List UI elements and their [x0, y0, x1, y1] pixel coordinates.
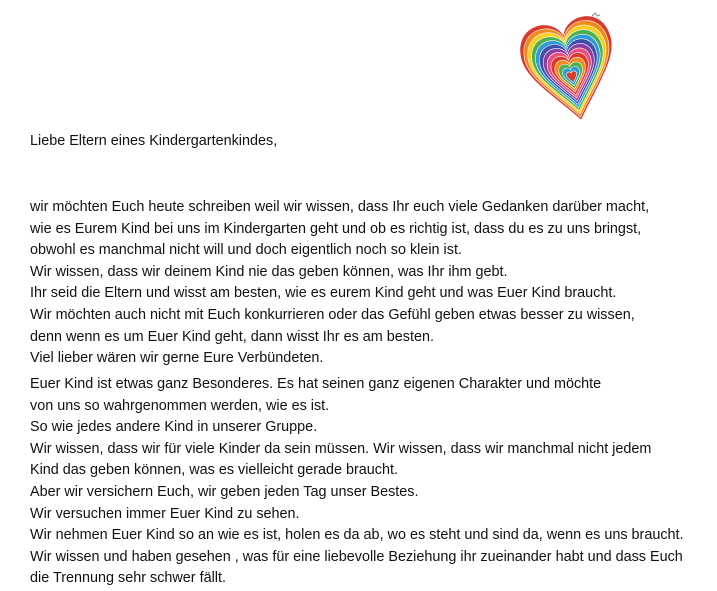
- text-line: Kind das geben können, was es vielleicht gerade braucht.: [30, 462, 399, 479]
- text-line: denn wenn es um Euer Kind geht, dann wisst Ihr es am besten.: [30, 328, 434, 345]
- text-line: Ihr seid die Eltern und wisst am besten, wie es eurem Kind geht und was Euer Kind braucht.: [30, 285, 617, 302]
- text-line: Wir möchten auch nicht mit Euch konkurrieren oder das Gefühl geben etwas besser zu wissen,: [30, 306, 635, 323]
- rainbow-heart-icon: [520, 4, 620, 130]
- text-line: von uns so wahrgenommen werden, wie es ist.: [30, 397, 330, 414]
- text-line: Aber wir versichern Euch, wir geben jeden Tag unser Bestes.: [30, 483, 419, 500]
- text-line: wir möchten Euch heute schreiben weil wir wissen, dass Ihr euch viele Gedanken darüber macht,: [30, 199, 650, 215]
- text-line: Euer Kind ist etwas ganz Besonderes. Es hat seinen ganz eigenen Charakter und möchte: [30, 376, 602, 392]
- heart-sparkle-icon: [592, 13, 600, 16]
- text-line: Viel lieber wären wir gerne Eure Verbündeten.: [30, 350, 324, 367]
- letter-greeting: Liebe Eltern eines Kindergartenkindes,: [30, 133, 278, 149]
- text-line: Wir nehmen Euer Kind so an wie es ist, holen es da ab, wo es steht und sind da, wenn es uns braucht.: [30, 527, 684, 544]
- letter-paragraph-2: [30, 374, 684, 590]
- text-line: Wir wissen und haben gesehen , was für eine liebevolle Beziehung ihr zueinander habt und dass Euch: [30, 548, 683, 565]
- letter-paragraph-1: [30, 197, 649, 370]
- text-line: Wir wissen, dass wir deinem Kind nie das geben können, was Ihr ihm gebt.: [30, 263, 508, 280]
- text-line: So wie jedes andere Kind in unserer Gruppe.: [30, 419, 318, 436]
- text-line: die Trennung sehr schwer fällt.: [30, 570, 226, 587]
- text-line: Wir wissen, dass wir für viele Kinder da sein müssen. Wir wissen, dass wir manchmal nicht jedem: [30, 440, 652, 457]
- text-line: wie es Eurem Kind bei uns im Kindergarten geht und ob es richtig ist, dass du es zu uns bringst,: [30, 220, 642, 237]
- text-line: Wir versuchen immer Euer Kind zu sehen.: [30, 505, 300, 522]
- text-line: obwohl es manchmal nicht will und doch eigentlich noch so klein ist.: [30, 242, 462, 259]
